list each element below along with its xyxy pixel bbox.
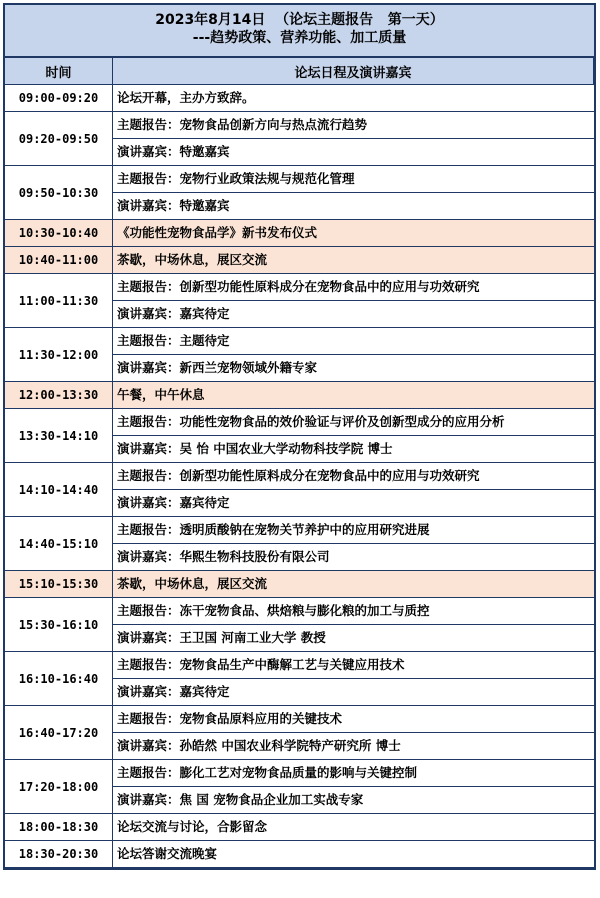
row-speaker-line: 演讲嘉宾：嘉宾待定 <box>113 678 594 705</box>
row-content-line: 主题报告：膨化工艺对宠物食品质量的影响与关键控制 <box>117 765 418 780</box>
row-content-line: 论坛答谢交流晚宴 <box>117 846 218 861</box>
row-speaker-line: 演讲嘉宾：焦 国 宠物食品企业加工实战专家 <box>113 786 594 813</box>
table-row <box>5 652 594 706</box>
row-content <box>113 382 594 409</box>
row-content-line: 主题报告：创新型功能性原料成分在宠物食品中的应用与功效研究 <box>117 279 480 294</box>
row-content-line: 主题报告：功能性宠物食品的效价验证与评价及创新型成分的应用分析 <box>117 414 505 429</box>
row-content <box>113 328 594 382</box>
table-row <box>5 706 594 760</box>
row-time: 09:00-09:20 <box>5 85 113 112</box>
table-row <box>5 814 594 841</box>
row-speaker-line: 演讲嘉宾：嘉宾待定 <box>113 300 594 327</box>
row-content <box>113 652 594 706</box>
row-speaker-line: 演讲嘉宾：吴 怡 中国农业大学动物科技学院 博士 <box>113 435 594 462</box>
row-content <box>113 814 594 841</box>
row-content <box>113 247 594 274</box>
row-speaker-line: 演讲嘉宾：新西兰宠物领域外籍专家 <box>113 354 594 381</box>
row-time: 10:30-10:40 <box>5 220 113 247</box>
row-content-line: 论坛开幕，主办方致辞。 <box>117 90 255 105</box>
row-content-line: 午餐，中午休息 <box>117 387 205 402</box>
table-row <box>5 598 594 652</box>
table-row <box>5 841 594 868</box>
row-content <box>113 220 594 247</box>
row-time: 14:10-14:40 <box>5 463 113 517</box>
table-row <box>5 517 594 571</box>
row-speaker-line: 演讲嘉宾：王卫国 河南工业大学 教授 <box>113 624 594 651</box>
row-content <box>113 571 594 598</box>
table-row <box>5 760 594 814</box>
table-row <box>5 274 594 328</box>
row-speaker-line: 演讲嘉宾：孙皓然 中国农业科学院特产研究所 博士 <box>113 732 594 759</box>
row-content-line: 主题报告：宠物食品创新方向与热点流行趋势 <box>117 117 368 132</box>
row-content <box>113 841 594 868</box>
row-time: 16:10-16:40 <box>5 652 113 706</box>
table-row <box>5 382 594 409</box>
table-row <box>5 85 594 112</box>
row-time: 09:50-10:30 <box>5 166 113 220</box>
table-row <box>5 112 594 166</box>
row-content-line: 茶歇，中场休息，展区交流 <box>117 576 268 591</box>
row-speaker-line: 演讲嘉宾：嘉宾待定 <box>113 489 594 516</box>
row-content-line: 主题报告：宠物食品生产中酶解工艺与关键应用技术 <box>117 657 405 672</box>
row-content-line: 主题报告：宠物食品原料应用的关键技术 <box>117 711 343 726</box>
row-time: 17:20-18:00 <box>5 760 113 814</box>
column-header-time: 时间 <box>5 58 113 85</box>
row-content-line: 主题报告：主题待定 <box>117 333 230 348</box>
table-row <box>5 220 594 247</box>
column-header-content: 论坛日程及演讲嘉宾 <box>113 58 594 85</box>
row-speaker-line: 演讲嘉宾：特邀嘉宾 <box>113 192 594 219</box>
row-time: 11:00-11:30 <box>5 274 113 328</box>
row-content <box>113 598 594 652</box>
row-time: 18:30-20:30 <box>5 841 113 868</box>
table-row <box>5 409 594 463</box>
row-content <box>113 760 594 814</box>
row-content-line: 茶歇，中场休息，展区交流 <box>117 252 268 267</box>
schedule-sheet <box>3 3 596 870</box>
row-content <box>113 409 594 463</box>
row-time: 12:00-13:30 <box>5 382 113 409</box>
row-content-line: 主题报告：宠物行业政策法规与规范化管理 <box>117 171 355 186</box>
row-time: 15:30-16:10 <box>5 598 113 652</box>
schedule-table <box>5 57 594 868</box>
schedule-title: 2023年8月14日 （论坛主题报告 第一天） <box>155 12 444 28</box>
table-header-row <box>5 58 594 85</box>
row-content <box>113 166 594 220</box>
row-time: 10:40-11:00 <box>5 247 113 274</box>
row-content-line: 《功能性宠物食品学》新书发布仪式 <box>117 225 318 240</box>
row-content <box>113 517 594 571</box>
table-row <box>5 571 594 598</box>
row-speaker-line: 演讲嘉宾：特邀嘉宾 <box>113 138 594 165</box>
row-content-line: 论坛交流与讨论，合影留念 <box>117 819 268 834</box>
row-content <box>113 463 594 517</box>
row-time: 11:30-12:00 <box>5 328 113 382</box>
table-row <box>5 166 594 220</box>
row-time: 16:40-17:20 <box>5 706 113 760</box>
row-content <box>113 85 594 112</box>
table-row <box>5 328 594 382</box>
row-time: 18:00-18:30 <box>5 814 113 841</box>
schedule-title-block <box>5 5 594 57</box>
row-time: 15:10-15:30 <box>5 571 113 598</box>
row-content <box>113 706 594 760</box>
row-content-line: 主题报告：透明质酸钠在宠物关节养护中的应用研究进展 <box>117 522 430 537</box>
row-speaker-line: 演讲嘉宾：华熙生物科技股份有限公司 <box>113 543 594 570</box>
row-time: 14:40-15:10 <box>5 517 113 571</box>
row-time: 09:20-09:50 <box>5 112 113 166</box>
table-row <box>5 463 594 517</box>
row-content <box>113 274 594 328</box>
row-time: 13:30-14:10 <box>5 409 113 463</box>
table-row <box>5 247 594 274</box>
row-content-line: 主题报告：创新型功能性原料成分在宠物食品中的应用与功效研究 <box>117 468 480 483</box>
row-content <box>113 112 594 166</box>
schedule-subtitle: ---趋势政策、营养功能、加工质量 <box>192 30 407 46</box>
row-content-line: 主题报告：冻干宠物食品、烘焙粮与膨化粮的加工与质控 <box>117 603 430 618</box>
